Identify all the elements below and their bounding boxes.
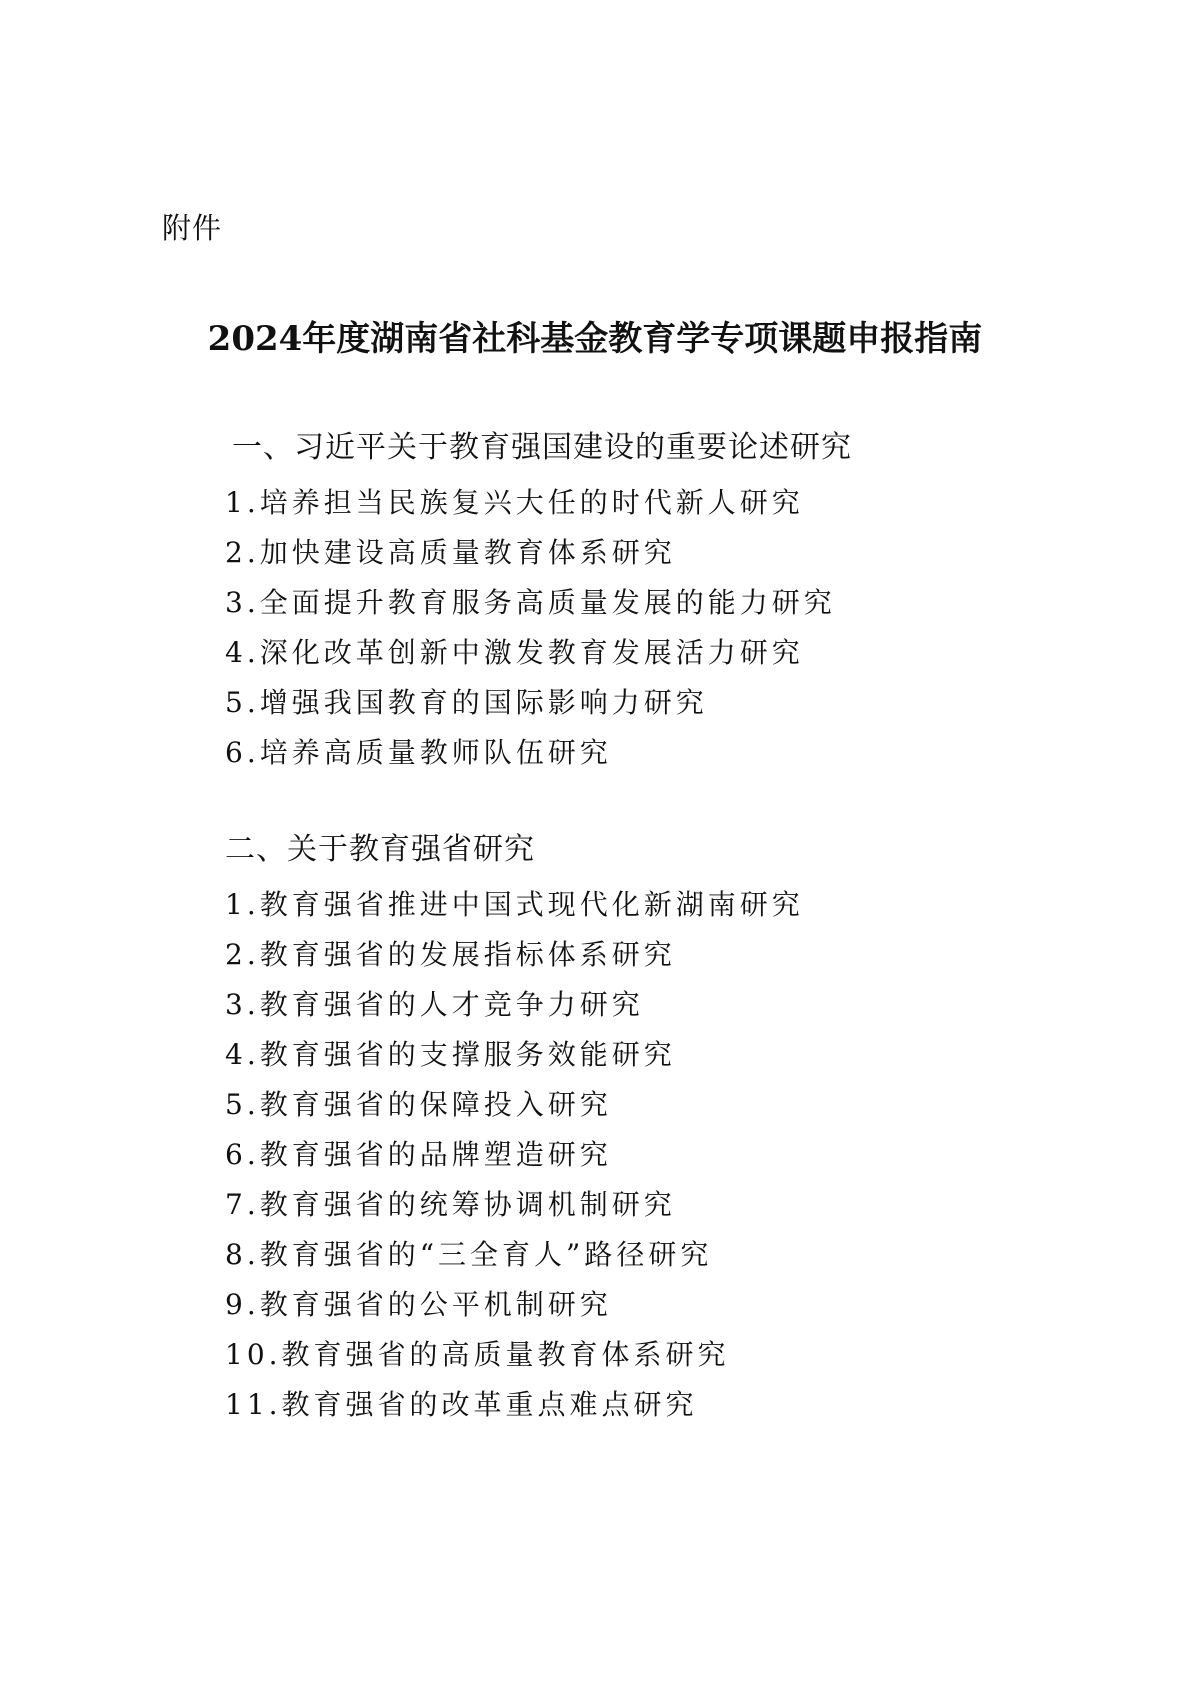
topic-item: 11.教育强省的改革重点难点研究 bbox=[225, 1388, 698, 1421]
topic-item: 5.增强我国教育的国际影响力研究 bbox=[225, 686, 708, 719]
topic-item: 5.教育强省的保障投入研究 bbox=[225, 1088, 612, 1121]
topic-list bbox=[0, 880, 1190, 1430]
topic-item: 1.培养担当民族复兴大任的时代新人研究 bbox=[225, 486, 804, 519]
attachment-label: 附件 bbox=[162, 211, 223, 245]
section-heading: 二、关于教育强省研究 bbox=[225, 832, 535, 867]
topic-item: 2.加快建设高质量教育体系研究 bbox=[225, 536, 676, 569]
topic-item: 1.教育强省推进中国式现代化新湖南研究 bbox=[225, 888, 804, 921]
topic-item: 6.教育强省的品牌塑造研究 bbox=[225, 1138, 612, 1171]
topic-item: 4.教育强省的支撑服务效能研究 bbox=[225, 1038, 676, 1071]
section-education-power-discourse bbox=[0, 426, 1190, 778]
topic-item: 7.教育强省的统筹协调机制研究 bbox=[225, 1188, 676, 1221]
topic-item: 4.深化改革创新中激发教育发展活力研究 bbox=[225, 636, 804, 669]
topic-item: 9.教育强省的公平机制研究 bbox=[225, 1288, 612, 1321]
document-title: 2024年度湖南省社科基金教育学专项课题申报指南 bbox=[207, 319, 983, 359]
topic-item: 3.全面提升教育服务高质量发展的能力研究 bbox=[225, 586, 836, 619]
topic-item: 3.教育强省的人才竞争力研究 bbox=[225, 988, 644, 1021]
topic-item: 10.教育强省的高质量教育体系研究 bbox=[225, 1338, 730, 1371]
topic-list bbox=[0, 478, 1190, 778]
topic-item: 8.教育强省的“三全育人”路径研究 bbox=[225, 1238, 713, 1271]
section-heading: 一、习近平关于教育强国建设的重要论述研究 bbox=[232, 430, 852, 465]
topic-item: 6.培养高质量教师队伍研究 bbox=[225, 736, 612, 769]
topic-item: 2.教育强省的发展指标体系研究 bbox=[225, 938, 676, 971]
section-education-strong-province bbox=[0, 828, 1190, 1430]
